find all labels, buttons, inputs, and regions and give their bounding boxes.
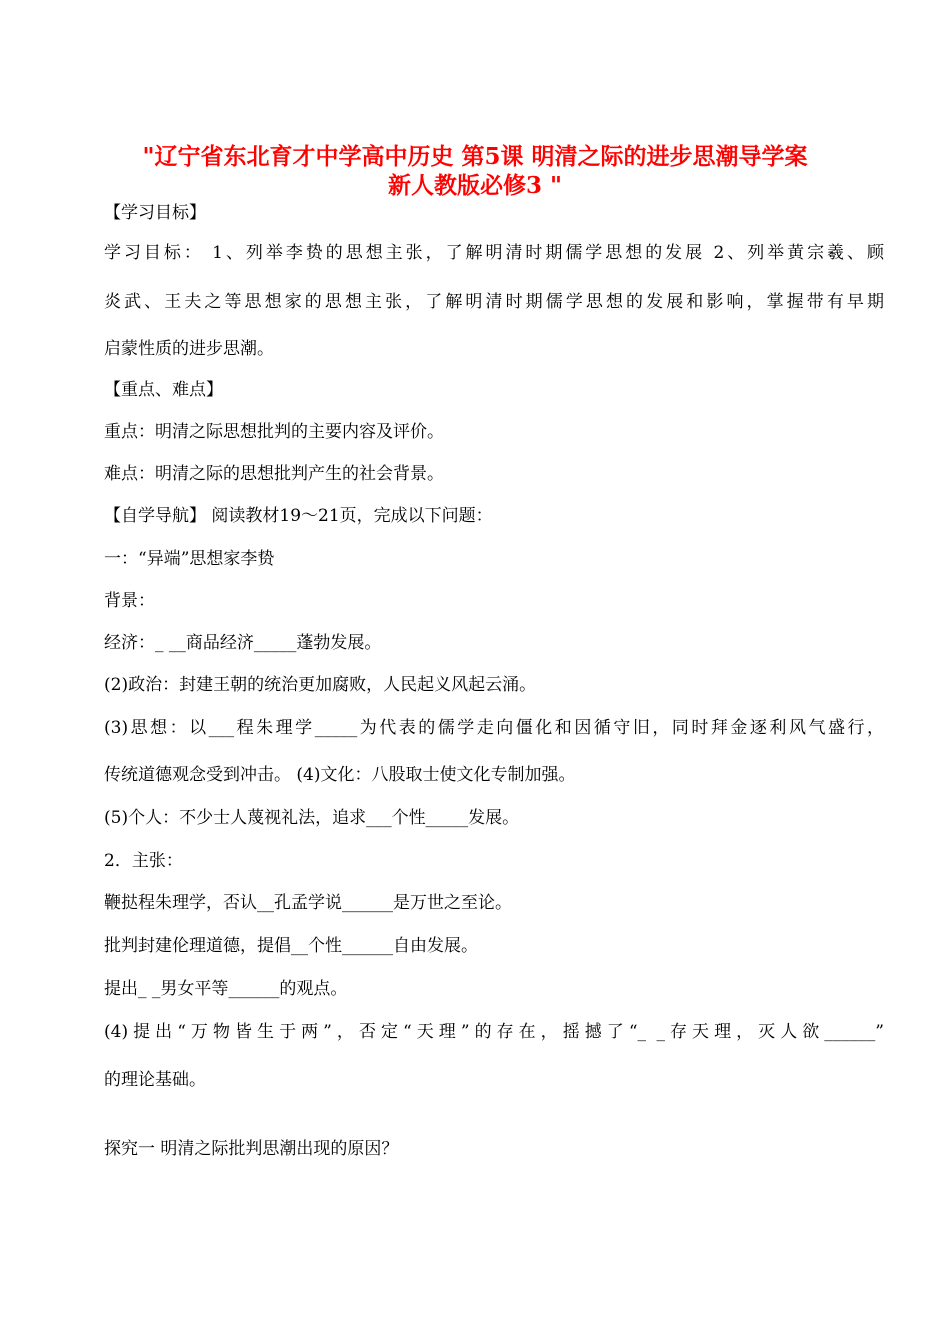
objectives-text-line-1: 学习目标： 1、列举李贽的思想主张，了解明清时期儒学思想的发展 2、列举黄宗羲、顾 (104, 243, 884, 263)
background-thought: (3)思想：以___程朱理学_____为代表的儒学走向僵化和因循守旧，同时拜金逐利风气盛行， (104, 718, 884, 738)
section-heading-key-points: 【重点、难点】 (104, 380, 223, 400)
objectives-text-line-3: 启蒙性质的进步思潮。 (104, 339, 274, 359)
section-heading-self-study: 【自学导航】 阅读教材19～21页，完成以下问题： (104, 506, 493, 526)
background-culture: 传统道德观念受到冲击。 (4)文化：八股取士使文化专制加强。 (104, 765, 576, 785)
difficulty-text: 难点：明清之际的思想批判产生的社会背景。 (104, 464, 444, 484)
background-politics: (2)政治：封建王朝的统治更加腐败，人民起义风起云涌。 (104, 675, 537, 695)
proposition-4-line-2: 的理论基础。 (104, 1070, 206, 1090)
proposition-3: 提出_ _男女平等______的观点。 (104, 979, 348, 999)
proposition-1: 鞭挞程朱理学，否认__孔孟学说______是万世之至论。 (104, 893, 512, 913)
propositions-heading: 2．主张： (104, 851, 183, 871)
section-heading-objectives: 【学习目标】 (104, 203, 206, 223)
document-title-line-1: "辽宁省东北育才中学高中历史 第5课 明清之际的进步思潮导学案 (142, 143, 808, 170)
document-title-line-2: 新人教版必修3 " (388, 172, 562, 199)
background-label: 背景： (104, 591, 155, 611)
topic-heading-li-zhi: 一：“异端”思想家李贽 (104, 549, 275, 569)
proposition-2: 批判封建伦理道德，提倡__个性______自由发展。 (104, 936, 478, 956)
background-economy: 经济：_ __商品经济_____蓬勃发展。 (104, 633, 382, 653)
background-individual: (5)个人：不少士人蔑视礼法，追求___个性_____发展。 (104, 808, 520, 828)
inquiry-question-1: 探究一 明清之际批判思潮出现的原因？ (104, 1139, 399, 1159)
objectives-text-line-2: 炎武、王夫之等思想家的思想主张，了解明清时期儒学思想的发展和影响，掌握带有早期 (104, 292, 884, 312)
proposition-4-line-1: (4)提出“万物皆生于两”，否定“天理”的存在，摇撼了“_ _存天理，灭人欲______” (104, 1022, 884, 1042)
key-point-text: 重点：明清之际思想批判的主要内容及评价。 (104, 422, 444, 442)
